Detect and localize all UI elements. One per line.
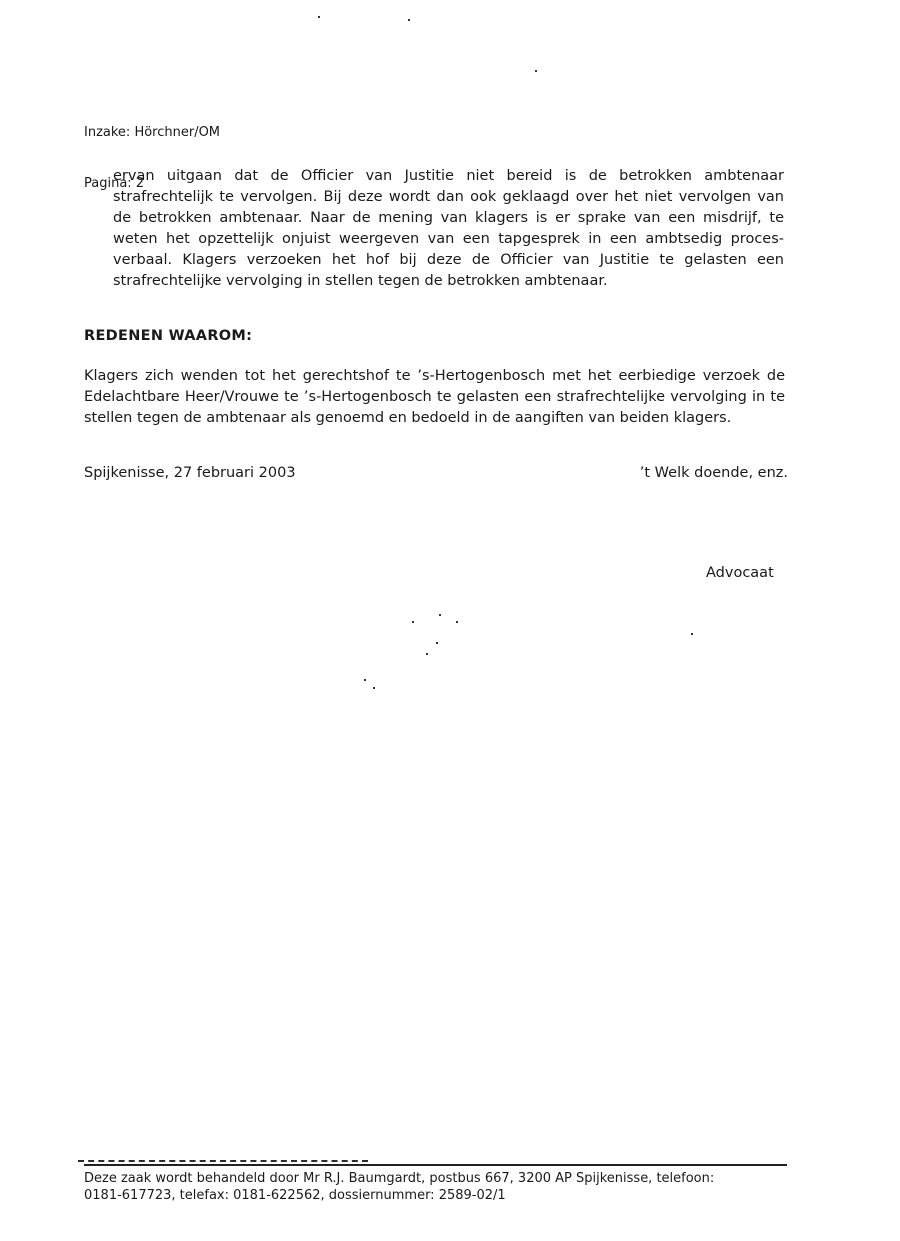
footer-dashed-artifact-line bbox=[78, 1160, 368, 1162]
section-heading-redenen-waarom: REDENEN WAAROM: bbox=[84, 328, 253, 344]
footer-line-1: Deze zaak wordt behandeld door Mr R.J. Baumgardt, postbus 667, 3200 AP Spijkenisse, telefoon: bbox=[84, 1171, 715, 1186]
scan-speck bbox=[318, 16, 320, 18]
scan-speck bbox=[691, 633, 693, 635]
scan-speck bbox=[456, 621, 458, 623]
scan-speck bbox=[412, 621, 414, 623]
footer-horizontal-rule bbox=[84, 1164, 787, 1166]
scan-speck bbox=[436, 642, 438, 644]
footer-line-2: 0181-617723, telefax: 0181-622562, dossiernummer: 2589-02/1 bbox=[84, 1188, 506, 1203]
closing-phrase: ’t Welk doende, enz. bbox=[639, 465, 788, 481]
scan-speck bbox=[364, 679, 366, 681]
page-number-line: Pagina: 2 bbox=[84, 176, 145, 191]
date-and-closing-row bbox=[84, 463, 788, 484]
scan-speck bbox=[535, 70, 537, 72]
scan-speck bbox=[408, 19, 410, 21]
scan-speck bbox=[439, 614, 441, 616]
paragraph-continuation: ervan uitgaan dat de Officier van Justitie niet bereid is de betrokken ambtenaar strafrechtelijk te vervolgen. Bij deze wordt dan ook geklaagd over het niet vervolgen van de betrokken ambtenaar. Naar de mening van klagers is er sprake van een misdrijf, te weten het opzettelijk onjuist weergeven van een tapgesprek in een ambtsedig proces-verbaal. Klagers verzoeken het hof bij deze de Officier van Justitie te gelasten een strafrechtelijke vervolging in stellen tegen de betrokken ambtenaar. bbox=[113, 168, 784, 289]
paragraph-request: Klagers zich wenden tot het gerechtshof te ’s-Hertogenbosch met het eerbiedige verzoek de Edelachtbare Heer/Vrouwe te ’s-Hertogenbosch te gelasten een strafrechtelijke vervolging in te stellen tegen de ambtenaar als genoemd en bedoeld in de aangiften van beiden klagers. bbox=[84, 368, 785, 426]
place-and-date: Spijkenisse, 27 februari 2003 bbox=[84, 465, 296, 481]
scan-speck bbox=[373, 687, 375, 689]
signature-title: Advocaat bbox=[706, 565, 774, 581]
scan-speck bbox=[426, 653, 428, 655]
footer-contact-info bbox=[84, 1170, 784, 1204]
reference-line: Inzake: Hörchner/OM bbox=[84, 125, 221, 140]
